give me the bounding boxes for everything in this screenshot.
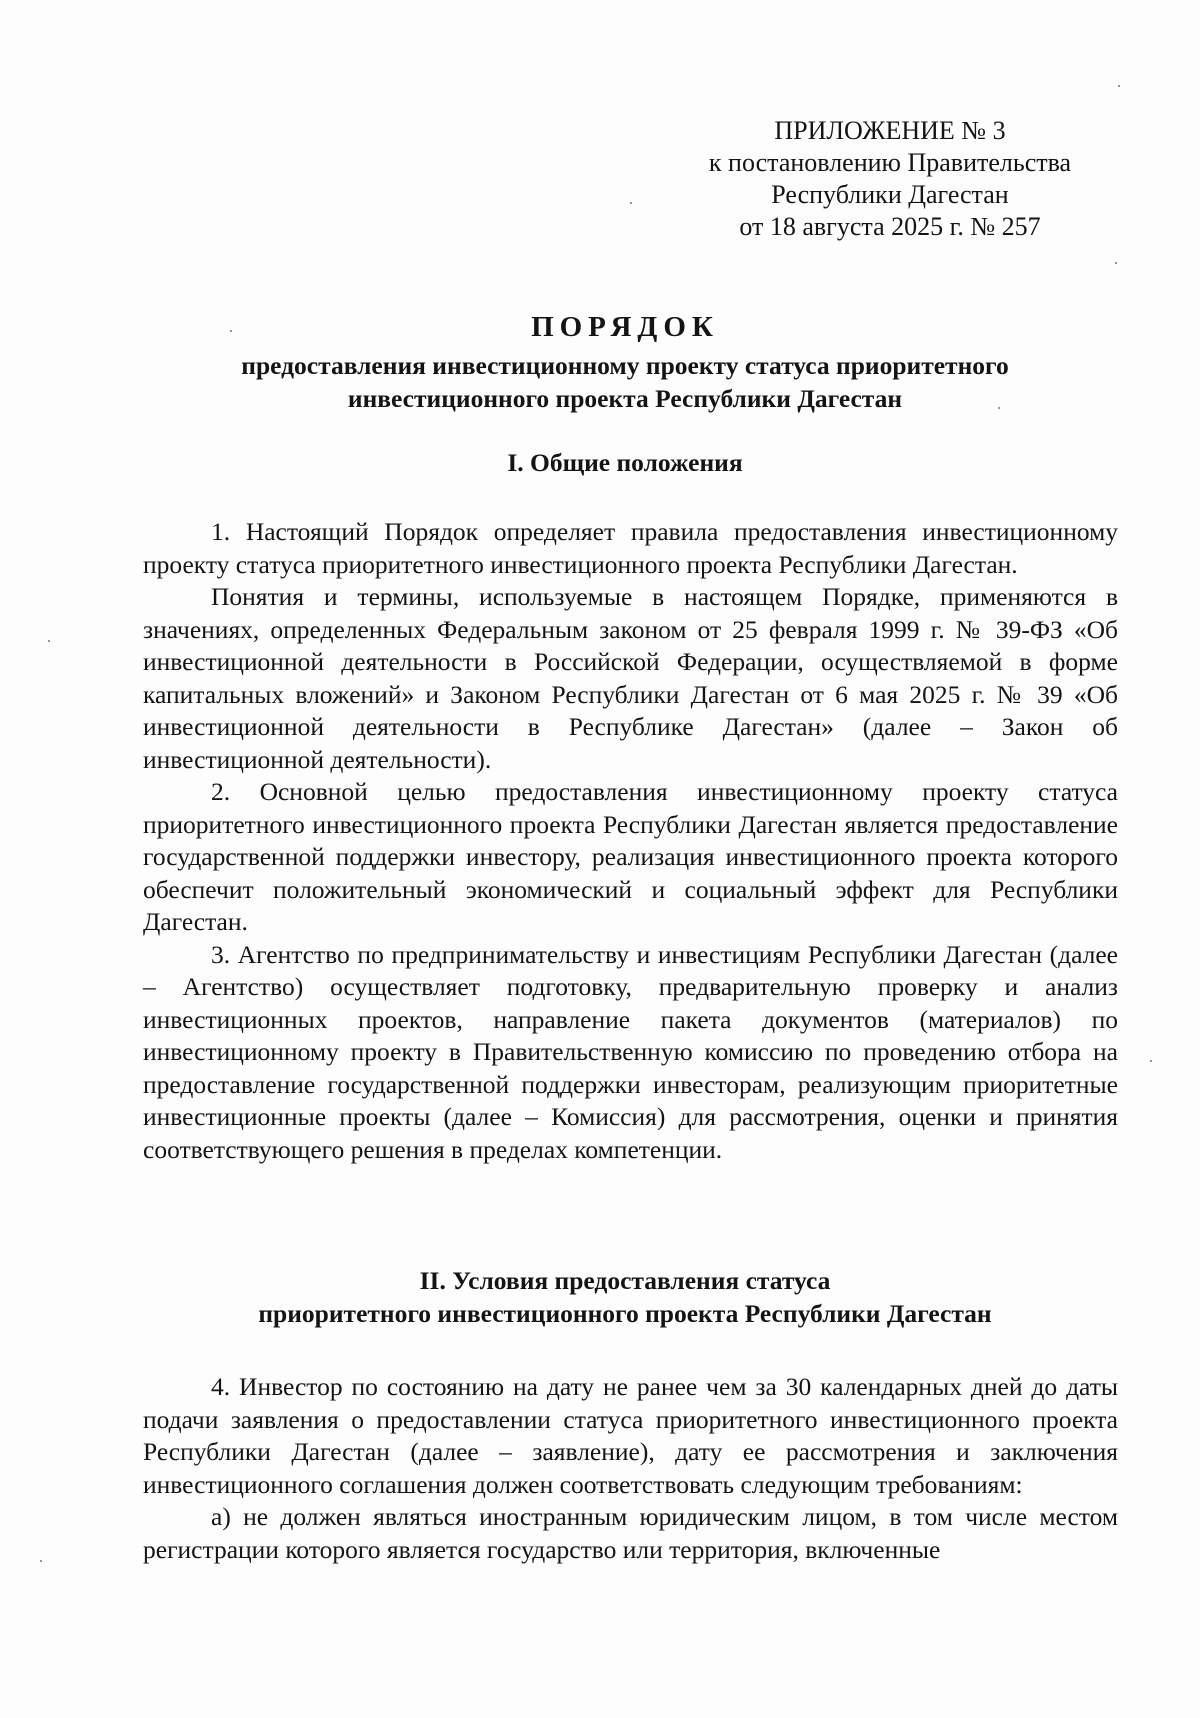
paragraph: Понятия и термины, используемые в настоящем Порядке, применяются в значениях, определенных Федеральным законом от 25 февраля 1999 г. № 39-ФЗ «Об инвестиционной деятельности в Российской Федерации, осуществляемой в форме капитальных вложений» и Законом Республики Дагестан от 6 мая 2025 г. № 39 «Об инвестиционной деятельности в Республике Дагестан» (далее – Закон об инвестиционной деятельности). [143,582,1118,774]
paragraph: 3. Агентство по предпринимательству и инвестициям Республики Дагестан (далее – Агентство) осуществляет подготовку, предварительную проверку и анализ инвестиционных проектов, направление пакета документов (материалов) по инвестиционному проекту в Правительственную комиссию по проведению отбора на предоставление государственной поддержки инвесторам, реализующим приоритетные инвестиционные проекты (далее – Комиссия) для рассмотрения, оценки и принятия соответствующего решения в пределах компетенции. [143,939,1118,1164]
section-body [143,516,1118,1166]
subtitle-line: предоставления инвестиционному проекту статуса приоритетного [241,351,1009,380]
paragraph: 4. Инвестор по состоянию на дату не ранее чем за 30 календарных дней до даты подачи заявления о предоставлении статуса приоритетного инвестиционного проекта Республики Дагестан (далее – заявление), дату ее рассмотрения и заключения инвестиционного соглашения должен соответствовать следующим требованиям: [143,1372,1118,1499]
scan-speck [998,407,1000,409]
scan-speck [48,640,50,642]
scan-speck [230,330,232,332]
section-heading: I. Общие положения [507,448,743,477]
section-heading [130,1264,1120,1330]
scan-speck [1115,262,1117,264]
subtitle-line: инвестиционного проекта Республики Дагестан [347,384,903,413]
scan-speck [630,202,632,204]
scan-speck [40,1560,42,1562]
appendix-region: Республики Дагестан [771,180,1009,209]
document-subtitle [130,349,1120,415]
section-heading-line: II. Условия предоставления статуса [419,1266,831,1295]
scan-speck [1150,1060,1152,1062]
paragraph: а) не должен являться иностранным юридическим лицом, в том числе местом регистрации которого является государство или территория, включенные [143,1502,1118,1564]
section-heading-line: приоритетного инвестиционного проекта Республики Дагестан [258,1299,992,1328]
appendix-date: от 18 августа 2025 г. № 257 [739,212,1041,241]
appendix-block [660,115,1120,243]
appendix-reference: к постановлению Правительства [708,148,1072,177]
appendix-number: ПРИЛОЖЕНИЕ № 3 [774,116,1006,145]
scan-speck [1118,85,1120,87]
paragraph: 2. Основной целью предоставления инвестиционному проекту статуса приоритетного инвестиционного проекта Республики Дагестан является предоставление государственной поддержки инвестору, реализация инвестиционного проекта которого обеспечит положительный экономический и социальный эффект для Республики Дагестан. [143,777,1118,936]
section-body [143,1371,1118,1566]
paragraph: 1. Настоящий Порядок определяет правила предоставления инвестиционному проекту статуса приоритетного инвестиционного проекта Республики Дагестан. [143,517,1118,579]
document-title: ПОРЯДОК [531,311,719,343]
